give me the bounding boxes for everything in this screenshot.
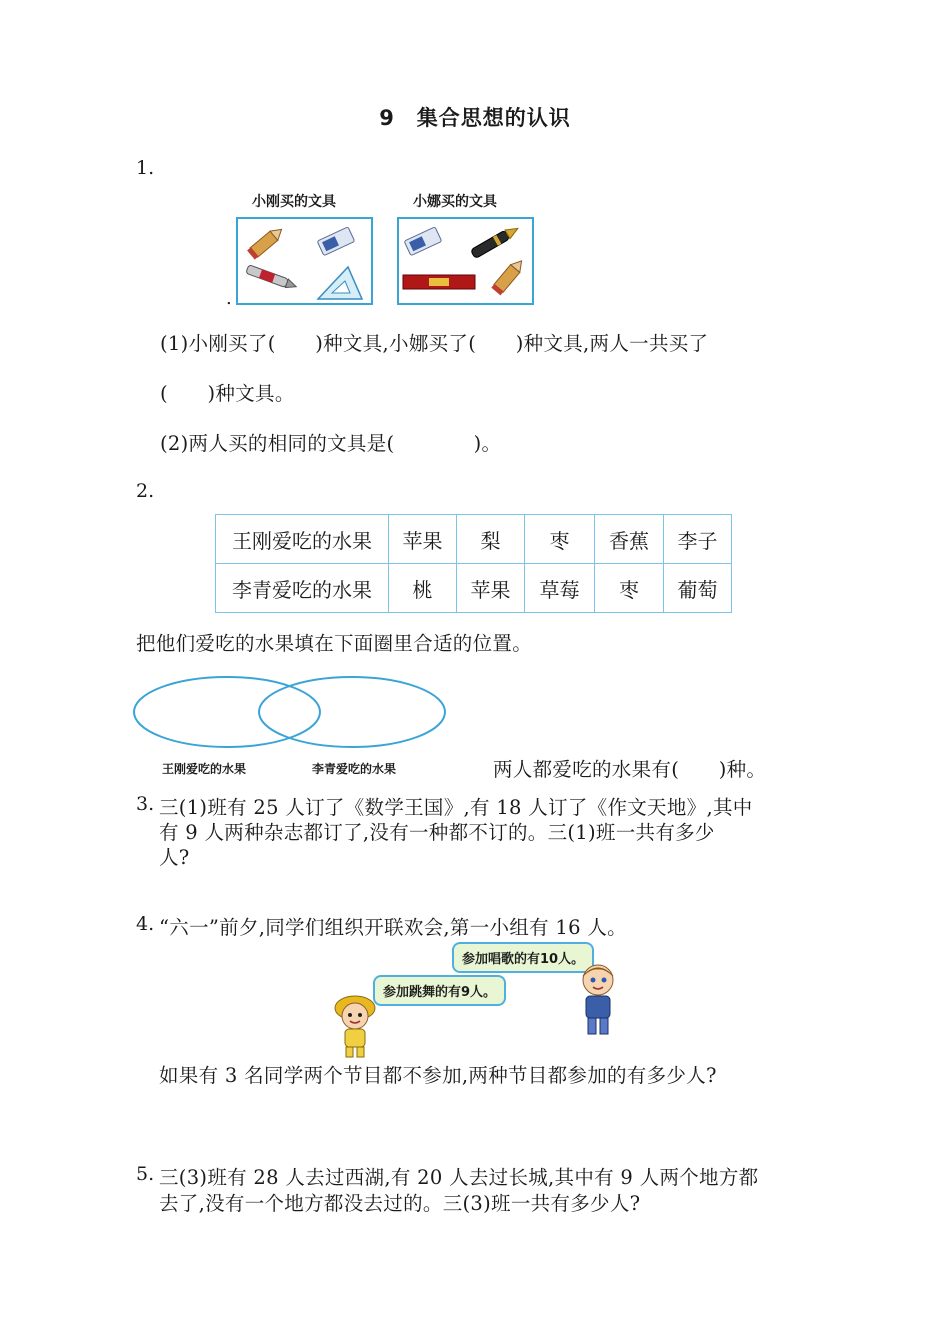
question-1-part-2: (2)两人买的相同的文具是( )。 <box>160 432 502 455</box>
question-3-line-1: 三(1)班有 25 人订了《数学王国》,有 18 人订了《作文天地》,其中 <box>159 796 753 819</box>
pen-icon <box>246 265 298 291</box>
question-4-line-1: “六一”前夕,同学们组织开联欢会,第一小组有 16 人。 <box>159 916 627 939</box>
speech-bubble-dance: 参加跳舞的有9人。 <box>373 975 506 1006</box>
table-cell: 李青爱吃的水果 <box>216 564 389 613</box>
table-row <box>216 564 732 613</box>
table-cell: 葡萄 <box>664 564 732 613</box>
table-cell: 王刚爱吃的水果 <box>216 515 389 564</box>
speech-bubble-sing: 参加唱歌的有10人。 <box>452 942 594 973</box>
table-cell: 苹果 <box>457 564 525 613</box>
stray-dot: . <box>226 288 232 309</box>
table-cell: 枣 <box>525 515 595 564</box>
question-2-answer: 两人都爱吃的水果有( )种。 <box>493 758 767 781</box>
table-cell: 枣 <box>595 564 664 613</box>
fruit-table <box>215 514 732 613</box>
question-4-question: 如果有 3 名同学两个节目都不参加,两种节目都参加的有多少人? <box>159 1064 717 1087</box>
caption-xiaona: 小娜买的文具 <box>413 194 497 210</box>
question-3-line-3: 人? <box>159 846 190 869</box>
girl-character-icon <box>325 990 385 1060</box>
table-cell: 草莓 <box>525 564 595 613</box>
table-cell: 香蕉 <box>595 515 664 564</box>
question-1-number: 1. <box>136 157 155 179</box>
question-5-line-1: 三(3)班有 28 人去过西湖,有 20 人去过长城,其中有 9 人两个地方都 <box>159 1166 759 1189</box>
question-2-number: 2. <box>136 480 155 502</box>
eraser-icon <box>317 227 355 256</box>
boy-character-icon <box>573 960 623 1038</box>
table-cell: 苹果 <box>389 515 457 564</box>
fountain-pen-icon <box>470 224 520 259</box>
table-row <box>216 515 732 564</box>
xiaogang-stationery-box <box>236 217 373 305</box>
question-3-number: 3. <box>136 793 155 815</box>
triangle-ruler-icon <box>318 267 362 299</box>
xiaona-items-illustration <box>399 219 532 303</box>
xiaona-stationery-box <box>397 217 534 305</box>
venn-circle-right <box>259 677 445 747</box>
question-5-number: 5. <box>136 1163 155 1185</box>
table-cell: 桃 <box>389 564 457 613</box>
venn-diagram <box>130 672 455 754</box>
question-4-number: 4. <box>136 913 155 935</box>
xiaogang-items-illustration <box>238 219 371 303</box>
question-1-part-1-line-2: ( )种文具。 <box>160 382 295 405</box>
caption-xiaogang: 小刚买的文具 <box>252 194 336 210</box>
ruler-icon <box>403 275 475 289</box>
pencil-icon <box>491 257 526 295</box>
question-2-instruction: 把他们爱吃的水果填在下面圈里合适的位置。 <box>136 632 533 655</box>
page-title: 9 集合思想的认识 <box>379 106 571 130</box>
table-cell: 李子 <box>664 515 732 564</box>
question-1-part-1-line-1: (1)小刚买了( )种文具,小娜买了( )种文具,两人一共买了 <box>160 332 709 355</box>
venn-label-right: 李青爱吃的水果 <box>312 762 397 776</box>
pencil-icon <box>247 225 285 260</box>
venn-circle-left <box>134 677 320 747</box>
question-5-line-2: 去了,没有一个地方都没去过的。三(3)班一共有多少人? <box>159 1192 641 1215</box>
eraser-icon <box>404 227 442 256</box>
table-cell: 梨 <box>457 515 525 564</box>
venn-label-left: 王刚爱吃的水果 <box>162 762 247 776</box>
question-3-line-2: 有 9 人两种杂志都订了,没有一种都不订的。三(1)班一共有多少 <box>159 821 715 844</box>
